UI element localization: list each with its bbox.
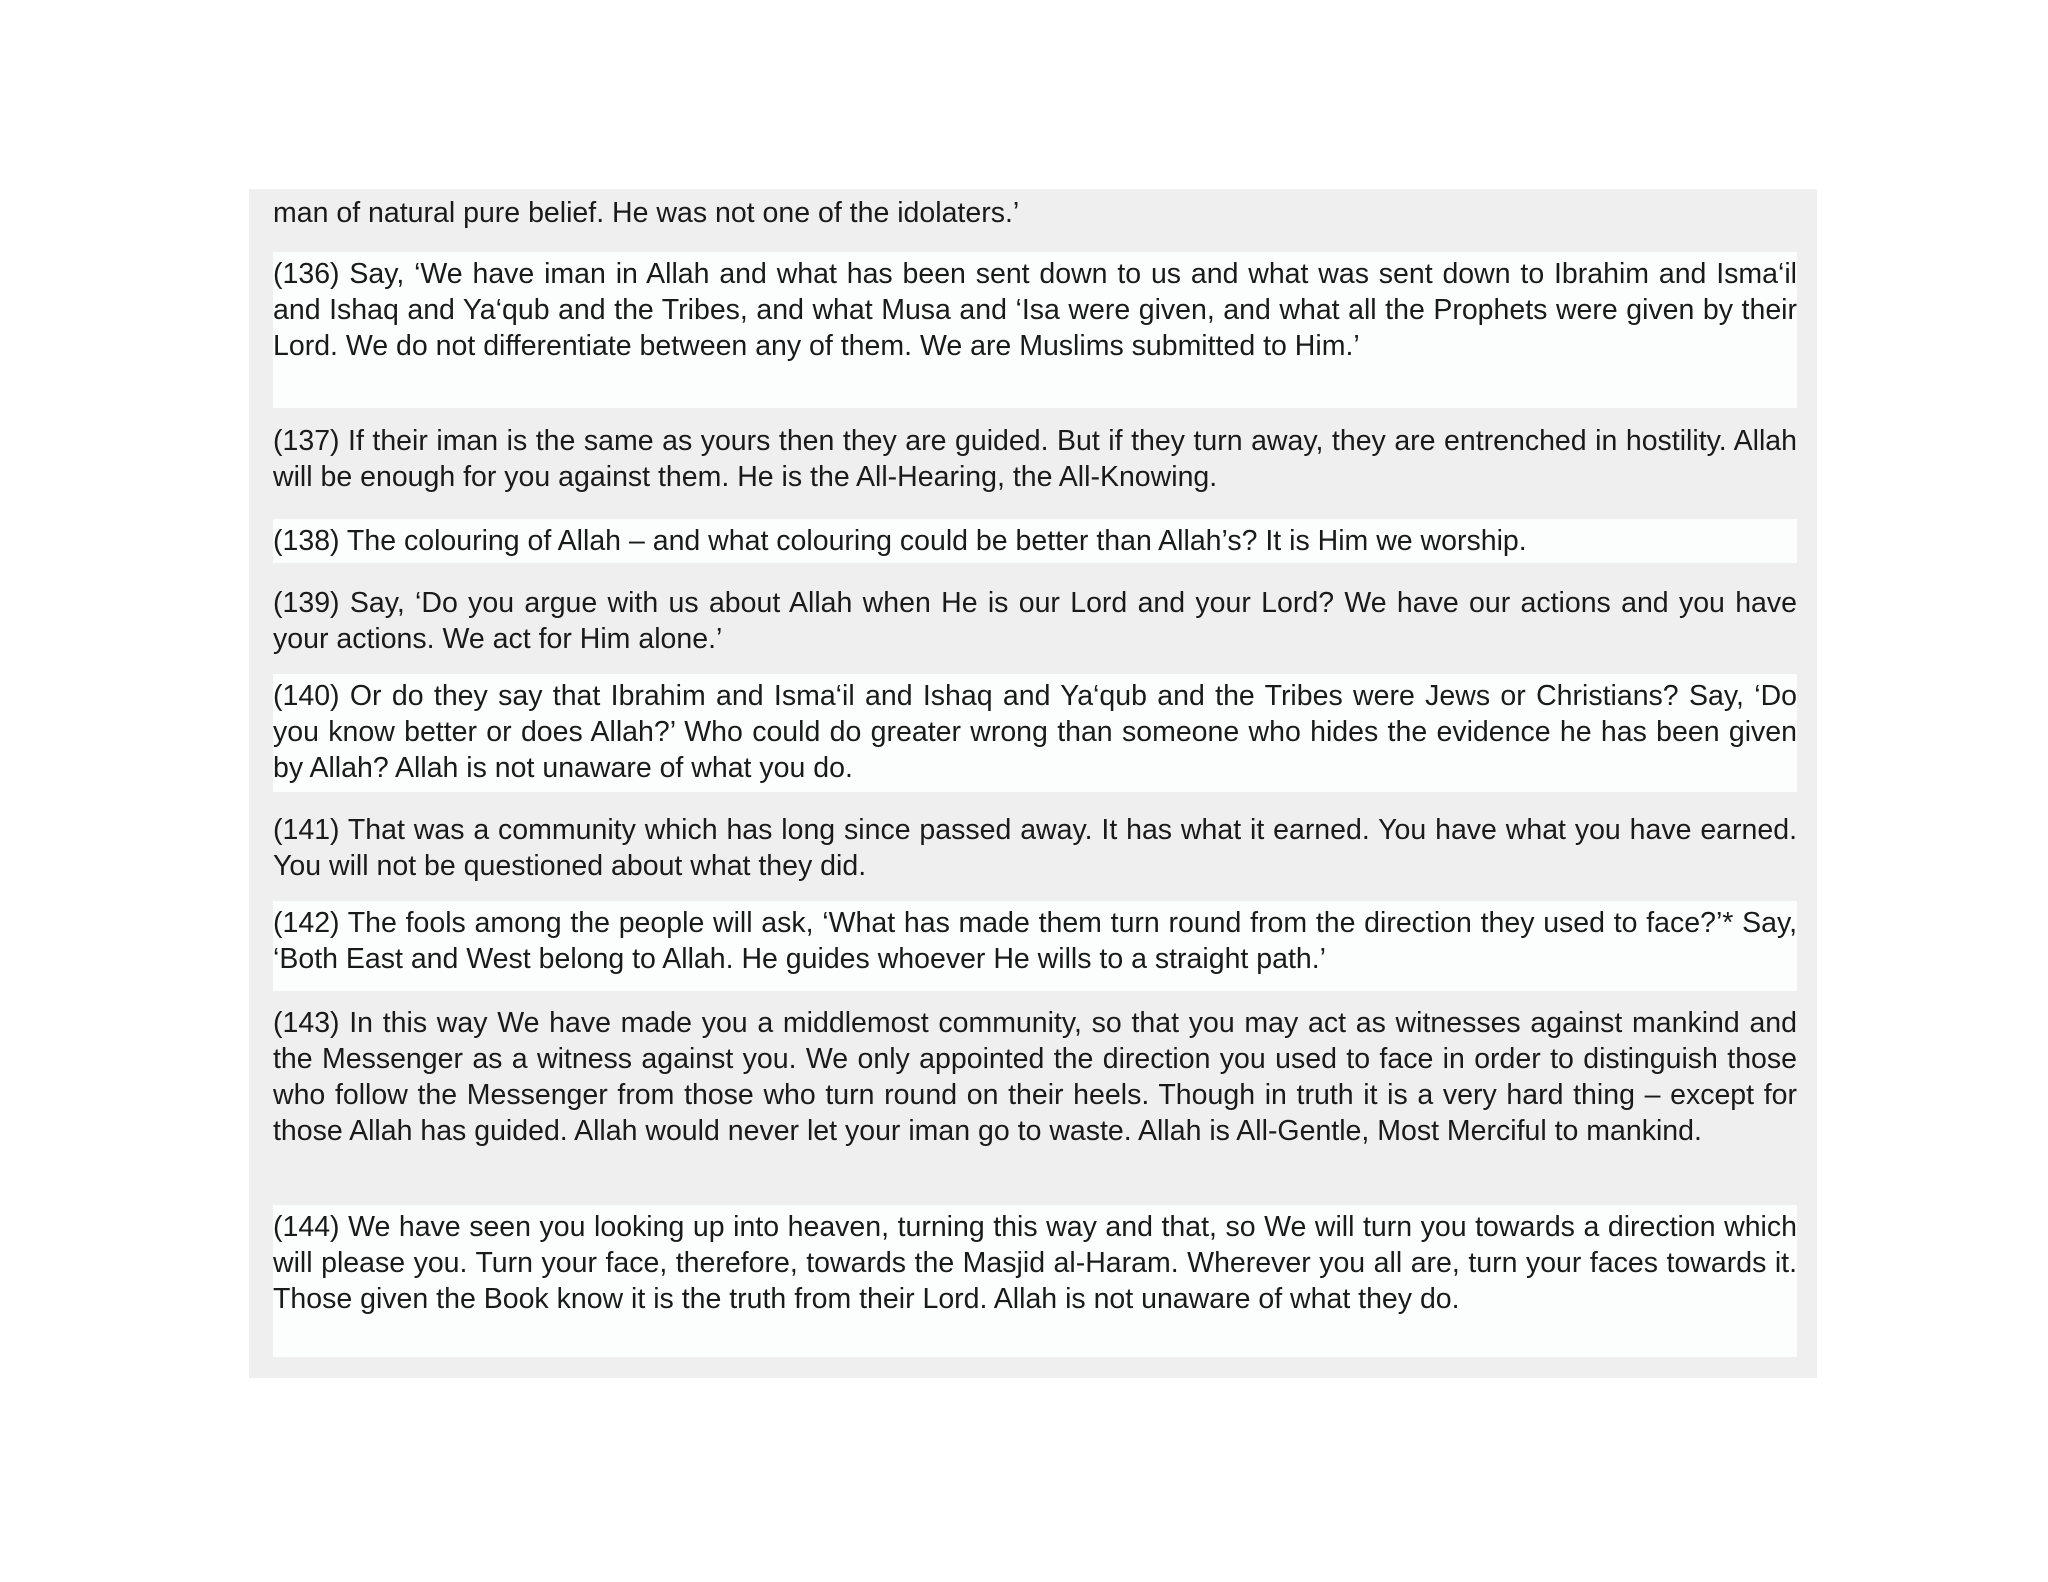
document-page — [249, 189, 1817, 1378]
verse-141: (141) That was a community which has long since passed away. It has what it earned. You have what you have earned. You will not be questioned about what they did. — [273, 814, 1797, 882]
verse-138: (138) The colouring of Allah – and what colouring could be better than Allah’s? It is Him we worship. — [273, 519, 1797, 563]
verse-142: (142) The fools among the people will ask, ‘What has made them turn round from the direction they used to face?’* Say, ‘Both East and West belong to Allah. He guides whoever He wills to a straight path.’ — [273, 901, 1797, 991]
verse-136: (136) Say, ‘We have iman in Allah and what has been sent down to us and what was sent down to Ibrahim and Isma‘il and Ishaq and Ya‘qub and the Tribes, and what Musa and ‘Isa were given, and what all the Prophets were given by their Lord. We do not differentiate between any of them. We are Muslims submitted to Him.’ — [273, 252, 1797, 408]
verse-137: (137) If their iman is the same as yours then they are guided. But if they turn away, they are entrenched in hostility. Allah will be enough for you against them. He is the All-Hearing, the All-Knowing. — [273, 425, 1797, 493]
verse-144: (144) We have seen you looking up into heaven, turning this way and that, so We will turn you towards a direction which will please you. Turn your face, therefore, towards the Masjid al-Haram. Wherever you all are, turn your faces towards it. Those given the Book know it is the truth from their Lord. Allah is not unaware of what they do. — [273, 1205, 1797, 1357]
verse-139: (139) Say, ‘Do you argue with us about Allah when He is our Lord and your Lord? We have our actions and you have your actions. We act for Him alone.’ — [273, 587, 1797, 655]
verse-140: (140) Or do they say that Ibrahim and Isma‘il and Ishaq and Ya‘qub and the Tribes were Jews or Christians? Say, ‘Do you know better or does Allah?’ Who could do greater wrong than someone who hides the evidence he has been given by Allah? Allah is not unaware of what you do. — [273, 674, 1797, 792]
verse-135-continuation: man of natural pure belief. He was not one of the idolaters.’ — [273, 197, 1020, 229]
verse-143: (143) In this way We have made you a middlemost community, so that you may act as witnesses against mankind and the Messenger as a witness against you. We only appointed the direction you used to face in order to distinguish those who follow the Messenger from those who turn round on their heels. Though in truth it is a very hard thing – except for those Allah has guided. Allah would never let your iman go to waste. Allah is All-Gentle, Most Merciful to mankind. — [273, 1007, 1797, 1147]
